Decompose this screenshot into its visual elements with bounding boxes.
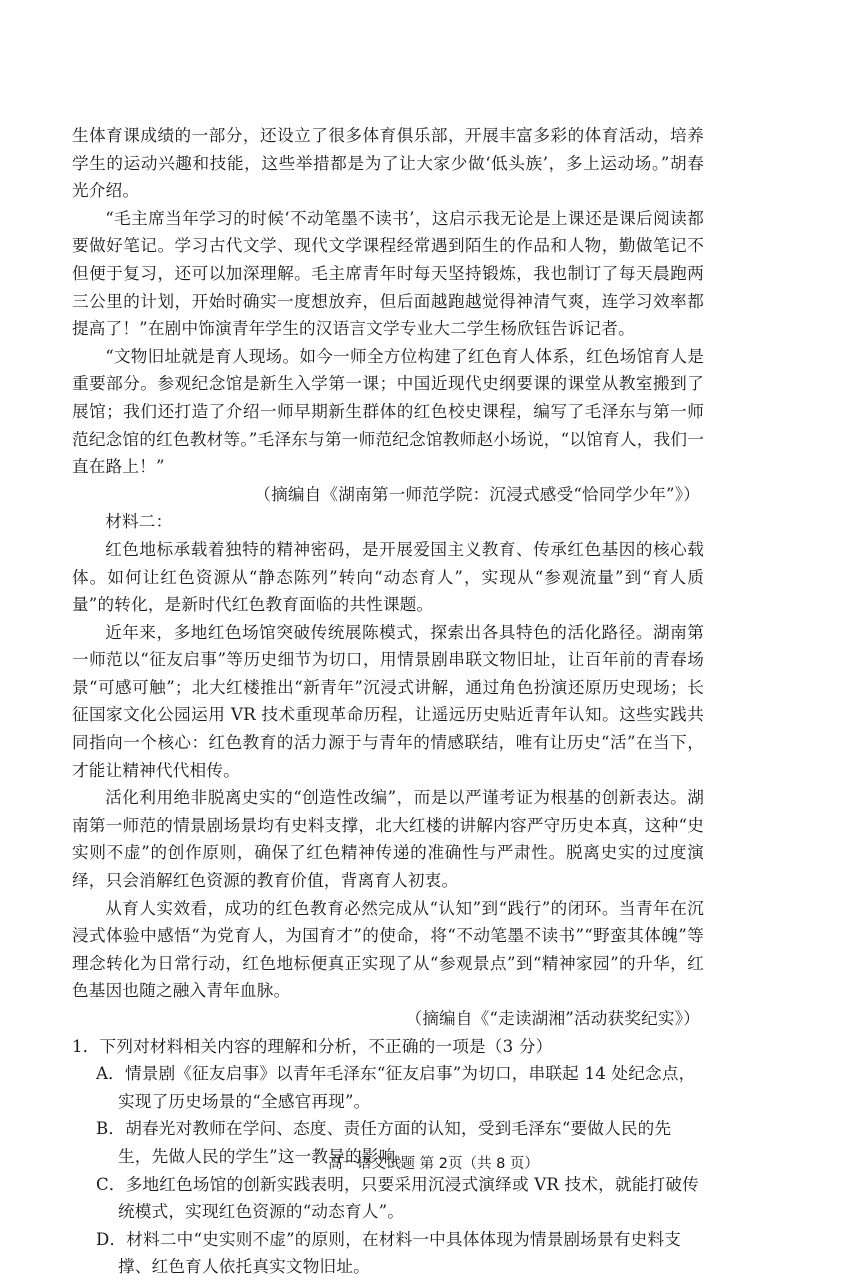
option-b: B．胡春光对教师在学问、态度、责任方面的认知，受到毛泽东“要做人民的先生，先做人民的学生”这一教导的影响。 [96,1119,672,1166]
paragraph-1: 生体育课成绩的一部分，还设立了很多体育俱乐部，开展丰富多彩的体育活动，培养学生的运动兴趣和技能，这些举措都是为了让大家少做‘低头族’，多上运动场。”胡春光介绍。 [72,126,704,201]
paragraph-4: 红色地标承载着独特的精神密码，是开展爱国主义教育、传承红色基因的核心载体。如何让红色资源从“静态陈列”转向“动态育人”，实现从“参观流量”到“育人质量”的转化，是新时代红色教育面临的共性课题。 [72,539,704,615]
exam-page-body [72,122,704,1281]
paragraph-7: 从育人实效看，成功的红色教育必然完成从“认知”到“践行”的闭环。当青年在沉浸式体验中感悟“为党育人，为国育才”的使命，将“不动笔墨不读书”“野蛮其体魄”等理念转化为日常行动，红色地标便真正实现了从“参观景点”到“精神家园”的升华，红色基因也随之融入青年血脉。 [72,898,704,1001]
option-c: C．多地红色场馆的创新实践表明，只要采用沉浸式演绎或 VR 技术，就能打破传统模式，实现红色资源的“动态育人”。 [96,1174,699,1222]
source-citation-1: （摘编自《湖南第一师范学院：沉浸式感受“恰同学少年”》） [254,484,700,504]
paragraph-2: “毛主席当年学习的时候‘不动笔墨不读书’，这启示我无论是上课还是课后阅读都要做好笔记。学习古代文学、现代文学课程经常遇到陌生的作品和人物，勤做笔记不但便于复习，还可以加深理解。毛主席青年时每天坚持锻炼，我也制订了每天晨跑两三公里的计划，开始时确实一度想放弃，但后面越跑越觉得神清气爽，连学习效率都提高了！”在剧中饰演青年学生的汉语言文学专业大二学生杨欣钰告诉记者。 [72,208,704,339]
paragraph-6: 活化利用绝非脱离史实的“创造性改编”，而是以严谨考证为根基的创新表达。湖南第一师范的情景剧场景均有史料支撑，北大红楼的讲解内容严守历史本真，这种“史实则不虚”的创作原则，确保了红色精神传递的准确性与严肃性。脱离史实的过度演绎，只会消解红色资源的教育价值，背离育人初衷。 [72,788,704,891]
option-d: D．材料二中“史实则不虚”的原则，在材料一中具体体现为情景剧场景有史料支撑、红色育人依托真实文物旧址。 [96,1229,682,1277]
page-footer: 高一语文试题 第 2页（共 8 页） [328,1156,539,1172]
paragraph-5: 近年来，多地红色场馆突破传统展陈模式，探索出各具特色的活化路径。湖南第一师范以“征友启事”等历史细节为切口，用情景剧串联文物旧址，让百年前的青春场景“可感可触”；北大红楼推出“新青年”沉浸式讲解，通过角色扮演还原历史现场；长征国家文化公园运用 VR 技术重现革命历程，让遥远历史贴近青年认知。这些实践共同指向一个核心：红色教育的活力源于与青年的情感联结，唯有让历史“活”在当下，才能让精神代代相传。 [72,622,704,780]
source-citation-2: （摘编自《“走读湖湘”活动获奖纪实》） [405,1009,700,1028]
question-stem: 1．下列对材料相关内容的理解和分析，不正确的一项是（3 分） [72,1036,553,1056]
paragraph-3: “文物旧址就是育人现场。如今一师全方位构建了红色育人体系，红色场馆育人是重要部分。参观纪念馆是新生入学第一课；中国近现代史纲要课的课堂从教室搬到了展馆；我们还打造了介绍一师早期新生群体的红色校史课程，编写了毛泽东与第一师范纪念馆的红色教材等。”毛泽东与第一师范纪念馆教师赵小场说，“以馆育人，我们一直在路上！” [72,346,704,477]
option-a: A．情景剧《征友启事》以青年毛泽东“征友启事”为切口，串联起 14 处纪念点，实现了历史场景的“全感官再现”。 [96,1064,696,1111]
material-2-heading: 材料二： [105,512,173,532]
